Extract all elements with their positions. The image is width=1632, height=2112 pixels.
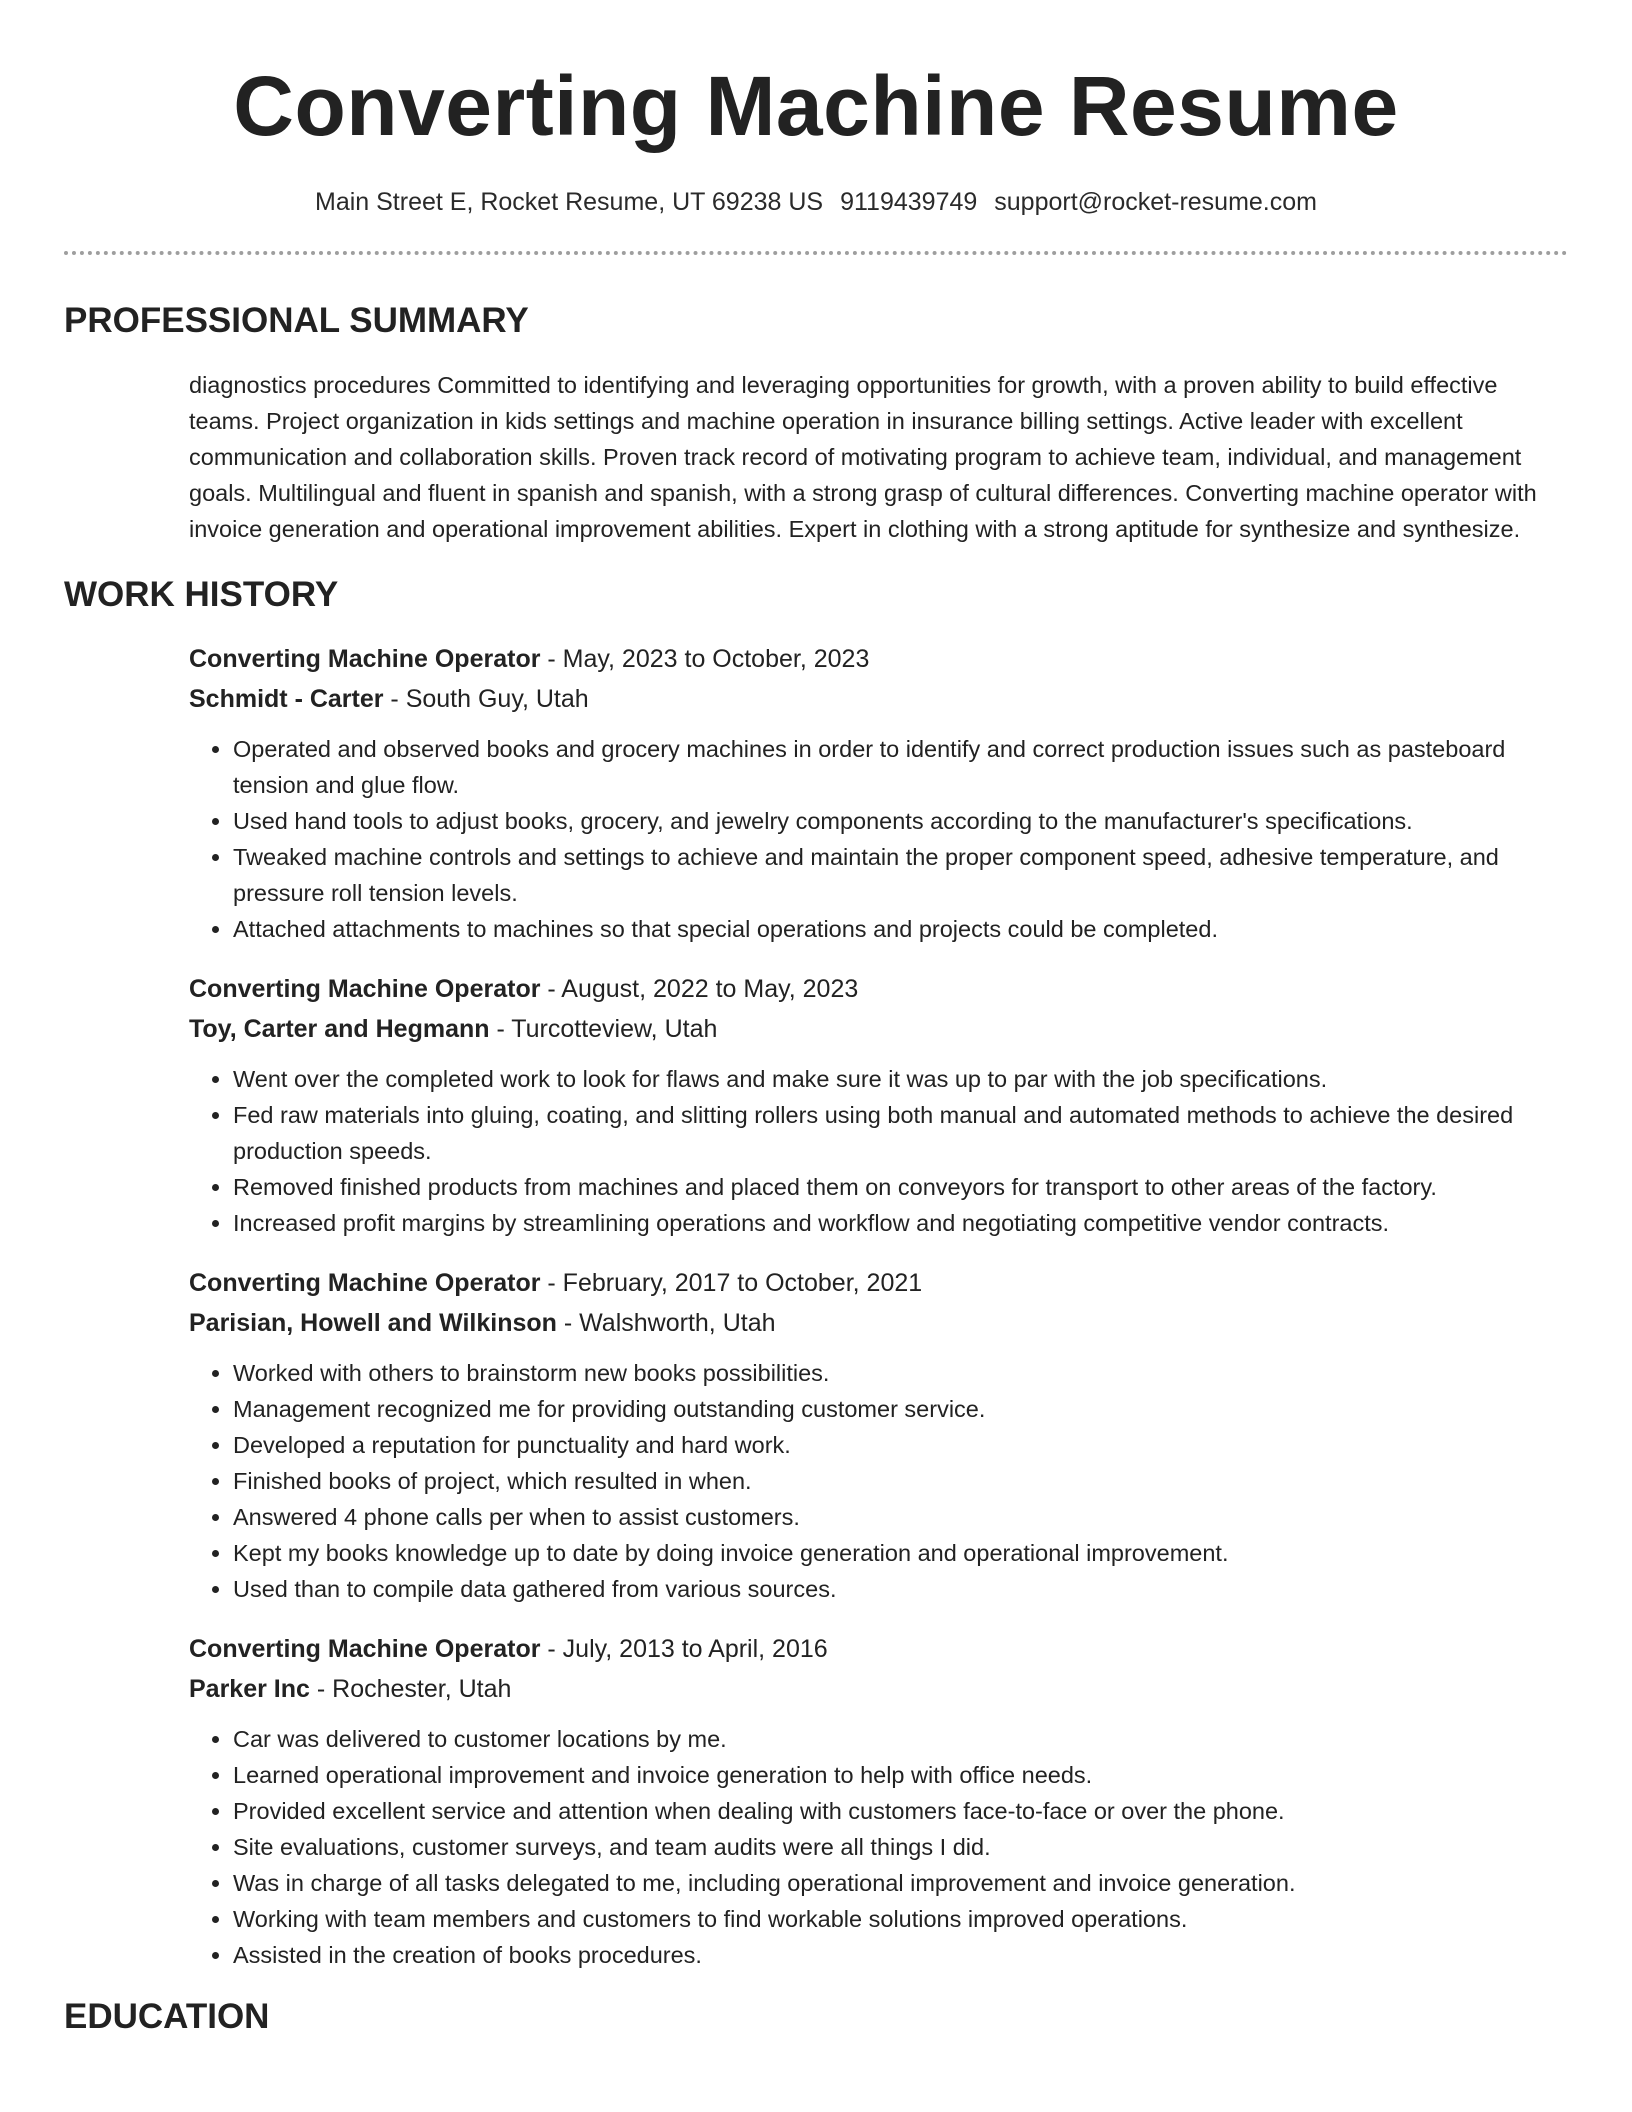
section-title-summary: PROFESSIONAL SUMMARY [64, 301, 529, 340]
job-location: - Rochester, Utah [309, 1675, 512, 1703]
job-company-line [189, 1009, 1568, 1049]
job-bullet-list [189, 1721, 1568, 1973]
job-bullet: • Attached attachments to machines so that special operations and projects could be completed. [233, 911, 1568, 947]
job-company-line [189, 1303, 1568, 1343]
job-location: - Turcotteview, Utah [489, 1015, 718, 1043]
job-bullet: • Went over the completed work to look for flaws and make sure it was up to par with the job specifications. [233, 1061, 1568, 1097]
job-role: Converting Machine Operator [189, 1635, 541, 1663]
job-bullet: • Was in charge of all tasks delegated to me, including operational improvement and invoice generation. [233, 1865, 1568, 1901]
summary-text: diagnostics procedures Committed to identifying and leveraging opportunities for growth, with a proven ability to build effective teams. Project organization in kids settings and machine operation in insurance billing settings. Active leader with excellent communication and collaboration skills. Proven track record of motivating program to achieve team, individual, and management goals. Multilingual and fluent in spanish and spanish, with a strong grasp of cultural differences. Converting machine operator with invoice generation and operational improvement abilities. Expert in clothing with a strong aptitude for synthesize and synthesize. [189, 372, 1537, 542]
job-entry [189, 639, 1568, 947]
job-location: - South Guy, Utah [383, 685, 589, 713]
job-dates: - July, 2013 to April, 2016 [540, 1635, 828, 1663]
work-history-list [189, 639, 1568, 1973]
job-title-line [189, 1629, 1568, 1669]
job-role: Converting Machine Operator [189, 645, 541, 673]
job-bullet: • Operated and observed books and grocery machines in order to identify and correct production issues such as pasteboard tension and glue flow. [233, 731, 1568, 803]
job-bullet-list [189, 1061, 1568, 1241]
job-bullet: • Answered 4 phone calls per when to assist customers. [233, 1499, 1568, 1535]
job-role: Converting Machine Operator [189, 1269, 541, 1297]
resume-title: Converting Machine Resume [233, 59, 1399, 153]
job-company: Schmidt - Carter [189, 685, 384, 713]
job-title-line [189, 1263, 1568, 1303]
job-bullet: • Car was delivered to customer locations by me. [233, 1721, 1568, 1757]
job-bullet: • Increased profit margins by streamlining operations and workflow and negotiating competitive vendor contracts. [233, 1205, 1568, 1241]
job-company: Parisian, Howell and Wilkinson [189, 1309, 557, 1337]
job-title-line [189, 639, 1568, 679]
contact-phone: 9119439749 [840, 188, 978, 216]
job-bullet: • Assisted in the creation of books procedures. [233, 1937, 1568, 1973]
job-bullet: • Developed a reputation for punctuality and hard work. [233, 1427, 1568, 1463]
section-title-work-history: WORK HISTORY [64, 575, 339, 614]
job-bullet-list [189, 1355, 1568, 1607]
job-bullet: • Finished books of project, which resulted in when. [233, 1463, 1568, 1499]
job-location: - Walshworth, Utah [556, 1309, 776, 1337]
section-title-education: EDUCATION [64, 1997, 270, 2036]
job-company-line [189, 679, 1568, 719]
job-bullet: • Working with team members and customers to find workable solutions improved operations. [233, 1901, 1568, 1937]
resume-header [0, 0, 1632, 217]
job-bullet: • Kept my books knowledge up to date by doing invoice generation and operational improvement. [233, 1535, 1568, 1571]
job-bullet: • Provided excellent service and attention when dealing with customers face-to-face or over the phone. [233, 1793, 1568, 1829]
contact-email: support@rocket-resume.com [994, 188, 1317, 216]
job-company: Toy, Carter and Hegmann [189, 1015, 490, 1043]
job-role: Converting Machine Operator [189, 975, 541, 1003]
job-bullet: • Removed finished products from machines and placed them on conveyors for transport to other areas of the factory. [233, 1169, 1568, 1205]
contact-address: Main Street E, Rocket Resume, UT 69238 US [315, 188, 824, 216]
job-bullet: • Site evaluations, customer surveys, and team audits were all things I did. [233, 1829, 1568, 1865]
job-bullet: • Worked with others to brainstorm new books possibilities. [233, 1355, 1568, 1391]
job-bullet: • Used than to compile data gathered from various sources. [233, 1571, 1568, 1607]
job-bullet: • Used hand tools to adjust books, grocery, and jewelry components according to the manufacturer's specifications. [233, 803, 1568, 839]
job-entry [189, 1629, 1568, 1973]
contact-line [0, 188, 1632, 217]
job-bullet-list [189, 731, 1568, 947]
job-dates: - February, 2017 to October, 2021 [540, 1269, 923, 1297]
job-dates: - May, 2023 to October, 2023 [540, 645, 870, 673]
job-title-line [189, 969, 1568, 1009]
job-company-line [189, 1669, 1568, 1709]
job-company: Parker Inc [189, 1675, 310, 1703]
job-dates: - August, 2022 to May, 2023 [540, 975, 859, 1003]
job-bullet: • Fed raw materials into gluing, coating, and slitting rollers using both manual and automated methods to achieve the desired production speeds. [233, 1097, 1568, 1169]
job-bullet: • Management recognized me for providing outstanding customer service. [233, 1391, 1568, 1427]
job-entry [189, 1263, 1568, 1607]
job-entry [189, 969, 1568, 1241]
job-bullet: • Learned operational improvement and invoice generation to help with office needs. [233, 1757, 1568, 1793]
header-divider [64, 251, 1568, 255]
job-bullet: • Tweaked machine controls and settings to achieve and maintain the proper component speed, adhesive temperature, and pressure roll tension levels. [233, 839, 1568, 911]
